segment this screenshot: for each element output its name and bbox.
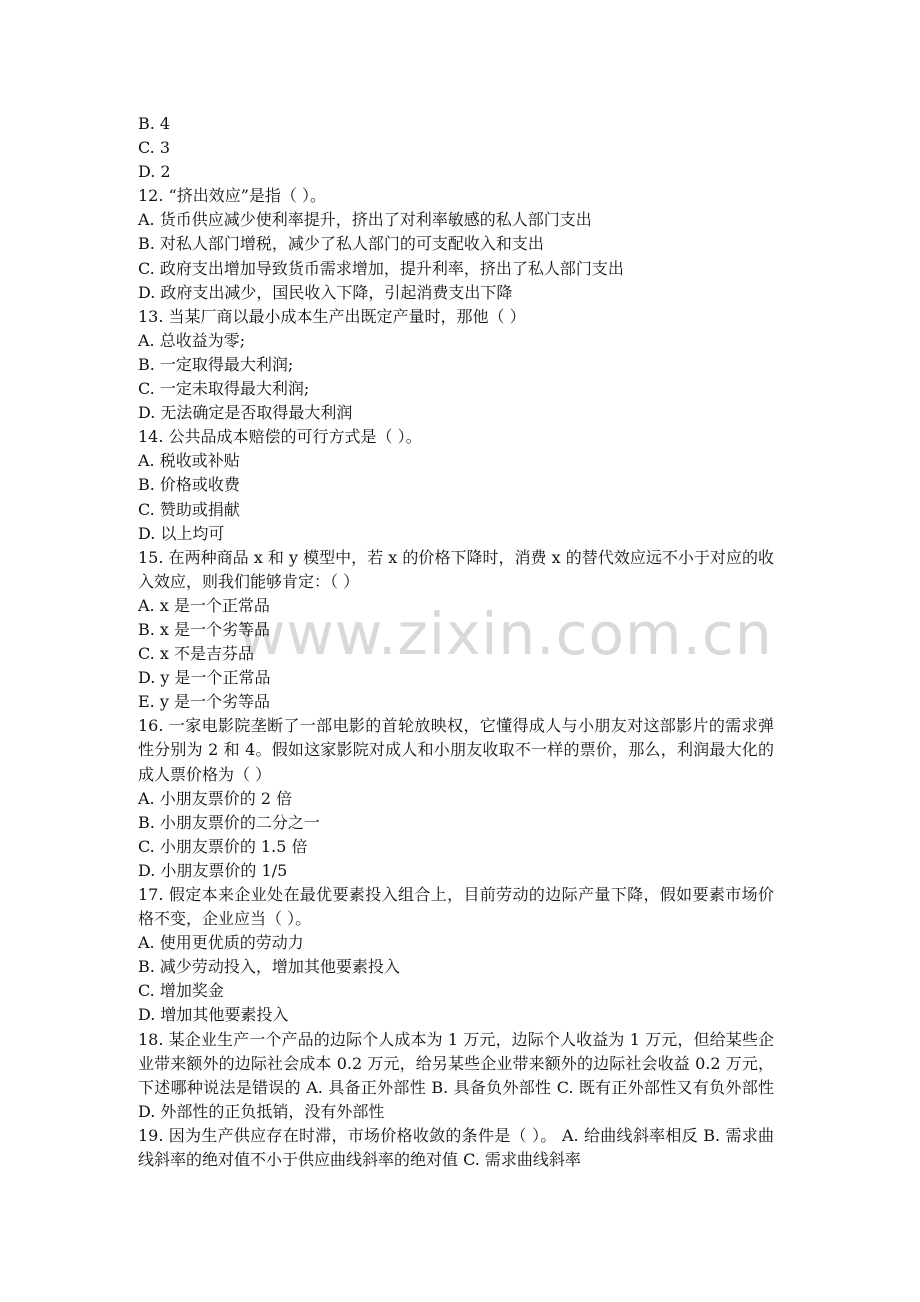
question-12: 12. “挤出效应”是指（ ）。 xyxy=(138,186,326,206)
question-14: 14. 公共品成本赔偿的可行方式是（ ）。 xyxy=(138,427,422,447)
exam-content xyxy=(138,112,774,1172)
option-line: B. 4 xyxy=(138,114,171,133)
watermark: www.zixin.com.cn xyxy=(238,600,773,668)
option-line: B. 对私人部门增税，减少了私人部门的可支配收入和支出 xyxy=(138,234,544,254)
option-line: B. 减少劳动投入，增加其他要素投入 xyxy=(138,957,400,977)
option-line: B. x 是一个劣等品 xyxy=(138,619,271,639)
option-line: B. 价格或收费 xyxy=(138,475,240,495)
option-line: C. 增加奖金 xyxy=(138,981,224,1001)
question-18: 18. 某企业生产一个产品的边际个人成本为 1 万元，边际个人收益为 1 万元，但给某些企业带来额外的边际社会成本 0.2 万元，给另某些企业带来额外的边际社会收益 0.2 万元，下述哪种说法是错误的 A. 具备正外部性 B. 具备负外部性 C. 既有正外部性又有负外部性 D. 外部性的正负抵销，没有外部性 xyxy=(138,1029,774,1121)
option-line: D. 小朋友票价的 1/5 xyxy=(138,860,288,880)
option-line: A. 总收益为零; xyxy=(138,330,246,350)
option-line: D. 2 xyxy=(138,162,171,182)
option-line: D. 无法确定是否取得最大利润 xyxy=(138,403,353,423)
option-line: C. 小朋友票价的 1.5 倍 xyxy=(138,836,308,856)
option-line: C. 政府支出增加导致货币需求增加，提升利率，挤出了私人部门支出 xyxy=(138,258,624,278)
option-line: A. 小朋友票价的 2 倍 xyxy=(138,788,293,808)
question-19: 19. 因为生产供应存在时滞，市场价格收敛的条件是（ ）。 A. 给曲线斜率相反 B. 需求曲线斜率的绝对值不小于供应曲线斜率的绝对值 C. 需求曲线斜率 xyxy=(138,1125,774,1170)
option-line: C. 3 xyxy=(138,138,171,158)
question-16: 16. 一家电影院垄断了一部电影的首轮放映权，它懂得成人与小朋友对这部影片的需求弹性分别为 2 和 4。假如这家影院对成人和小朋友收取不一样的票价，那么，利润最大化的成人票价格为（ ） xyxy=(138,716,774,784)
option-line: D. 增加其他要素投入 xyxy=(138,1005,289,1025)
option-line: D. 政府支出减少，国民收入下降，引起消费支出下降 xyxy=(138,282,513,302)
option-line: A. 货币供应减少使利率提升，挤出了对利率敏感的私人部门支出 xyxy=(138,210,592,230)
option-line: D. y 是一个正常品 xyxy=(138,668,271,688)
question-15: 15. 在两种商品 x 和 y 模型中，若 x 的价格下降时，消费 x 的替代效应远不小于对应的收入效应，则我们能够肯定：（ ） xyxy=(138,547,774,591)
option-line: A. x 是一个正常品 xyxy=(138,595,270,615)
option-line: C. 赞助或捐献 xyxy=(138,499,240,519)
option-line: C. x 不是吉芬品 xyxy=(138,644,254,664)
option-line: A. 使用更优质的劳动力 xyxy=(138,933,304,953)
option-line: D. 以上均可 xyxy=(138,523,225,543)
option-line: B. 一定取得最大利润; xyxy=(138,354,294,374)
option-line: A. 税收或补贴 xyxy=(138,451,240,471)
option-line: B. 小朋友票价的二分之一 xyxy=(138,812,320,832)
question-17: 17. 假定本来企业处在最优要素投入组合上，目前劳动的边际产量下降，假如要素市场价格不变，企业应当（ ）。 xyxy=(138,885,774,929)
option-line: E. y 是一个劣等品 xyxy=(138,692,270,712)
option-line: C. 一定未取得最大利润; xyxy=(138,379,310,399)
question-13: 13. 当某厂商以最小成本生产出既定产量时，那他（ ） xyxy=(138,306,526,326)
